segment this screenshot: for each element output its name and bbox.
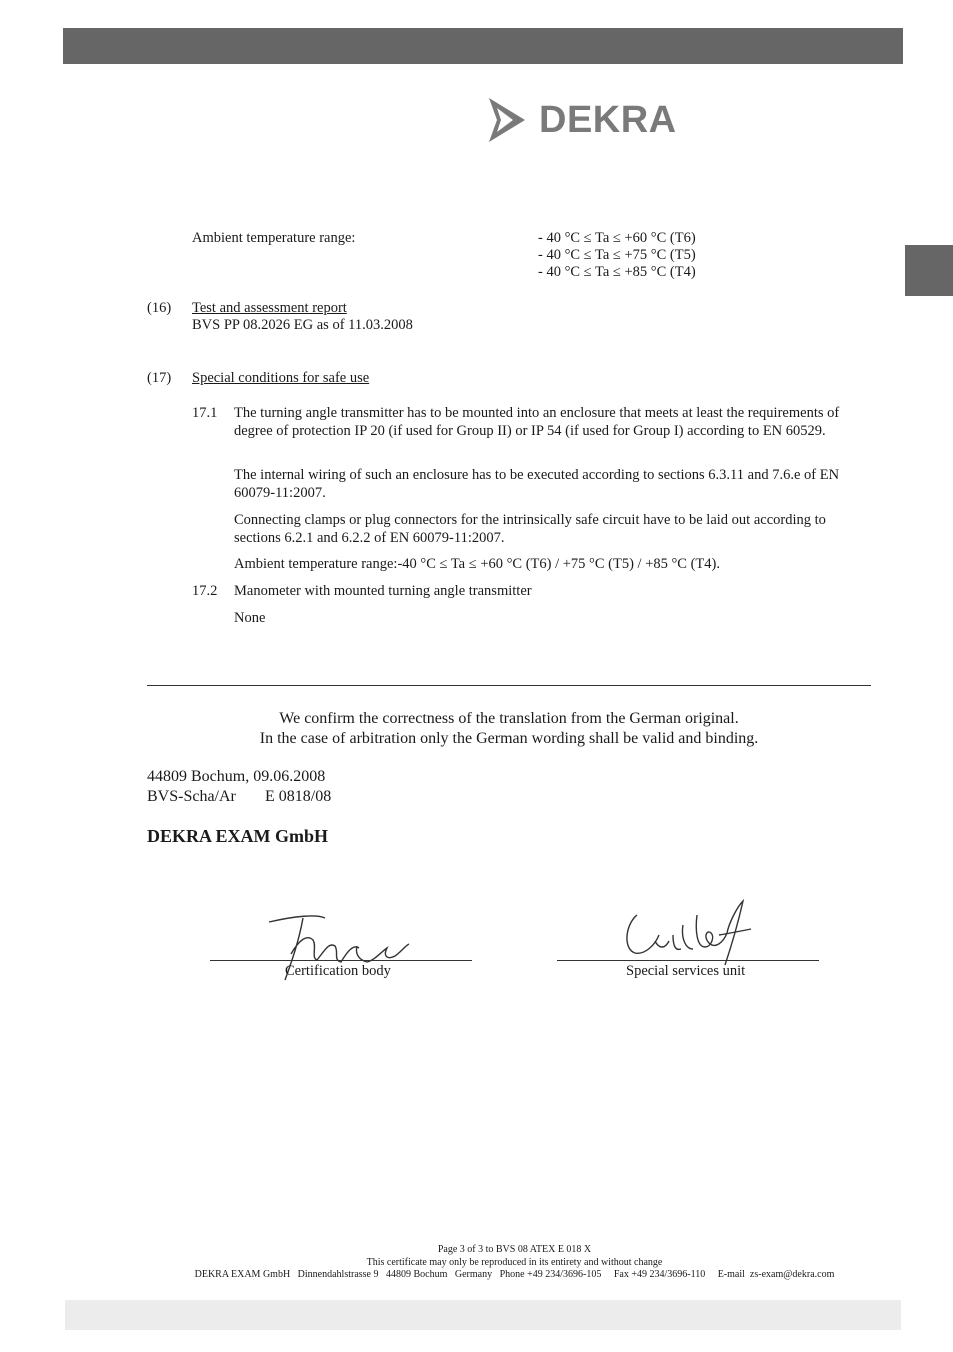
section-17-1-para-4: Ambient temperature range:-40 °C ≤ Ta ≤ +60 °C (T6) / +75 °C (T5) / +85 °C (T4). <box>234 556 720 572</box>
signature-line-left <box>210 960 472 961</box>
confirm-line-1: We confirm the correctness of the translation from the German original. <box>279 710 739 727</box>
footer-bar <box>65 1300 901 1330</box>
section-17-1-para-1: The turning angle transmitter has to be mounted into an enclosure that meets at least the requirements of degree of protection IP 20 (if used for Group II) or IP 54 (if used for Group I) according to EN 60529. <box>234 405 840 439</box>
footer-address: DEKRA EXAM GmbH Dinnendahlstrasse 9 44809 Bochum Germany Phone +49 234/3696-105 Fax +49 234/3696-110 E-mail zs-exam@dekra.com <box>194 1269 835 1280</box>
place-date: 44809 Bochum, 09.06.2008 <box>147 768 326 785</box>
section-17-number: (17) <box>147 370 172 386</box>
ambient-range-3: - 40 °C ≤ Ta ≤ +85 °C (T4) <box>538 264 696 280</box>
section-17-1-number: 17.1 <box>192 405 218 421</box>
confirm-line-2: In the case of arbitration only the German wording shall be valid and binding. <box>259 730 759 747</box>
ambient-range-2: - 40 °C ≤ Ta ≤ +75 °C (T5) <box>538 247 696 263</box>
company-name: DEKRA EXAM GmbH <box>147 826 329 846</box>
signature-line-right <box>557 960 819 961</box>
section-17-2-number: 17.2 <box>192 583 218 599</box>
section-17-title: Special conditions for safe use <box>192 370 370 386</box>
signature-label-right: Special services unit <box>626 963 746 979</box>
signature-right <box>615 895 765 970</box>
section-16-text: BVS PP 08.2026 EG as of 11.03.2008 <box>192 317 413 333</box>
reference-number: E 0818/08 <box>265 788 332 805</box>
reference-code: BVS-Scha/Ar <box>147 788 236 805</box>
ambient-range-1: - 40 °C ≤ Ta ≤ +60 °C (T6) <box>538 230 696 246</box>
section-16-title: Test and assessment report <box>192 300 347 316</box>
header-bar <box>63 28 903 64</box>
ambient-label: Ambient temperature range: <box>192 230 356 246</box>
section-17-1-para-3: Connecting clamps or plug connectors for the intrinsically safe circuit have to be laid out according to sections 6.2.1 and 6.2.2 of EN 60079-11:2007. <box>234 512 826 546</box>
section-17-2-title: Manometer with mounted turning angle transmitter <box>234 583 532 599</box>
section-17-2-text: None <box>234 610 266 626</box>
logo-text: DEKRA <box>539 98 677 141</box>
signature-label-left: Certification body <box>285 963 391 979</box>
side-tab <box>905 245 953 296</box>
section-17-1-para-2: The internal wiring of such an enclosure has to be executed according to sections 6.3.11 and 7.6.e of EN 60079-11:2007. <box>234 467 840 501</box>
dekra-logo <box>487 96 677 144</box>
divider <box>147 685 871 686</box>
footer-page: Page 3 of 3 to BVS 08 ATEX E 018 X <box>437 1244 592 1255</box>
dekra-triangle-icon <box>487 96 529 144</box>
section-16-number: (16) <box>147 300 172 316</box>
footer-notice: This certificate may only be reproduced in its entirety and without change <box>366 1257 663 1268</box>
